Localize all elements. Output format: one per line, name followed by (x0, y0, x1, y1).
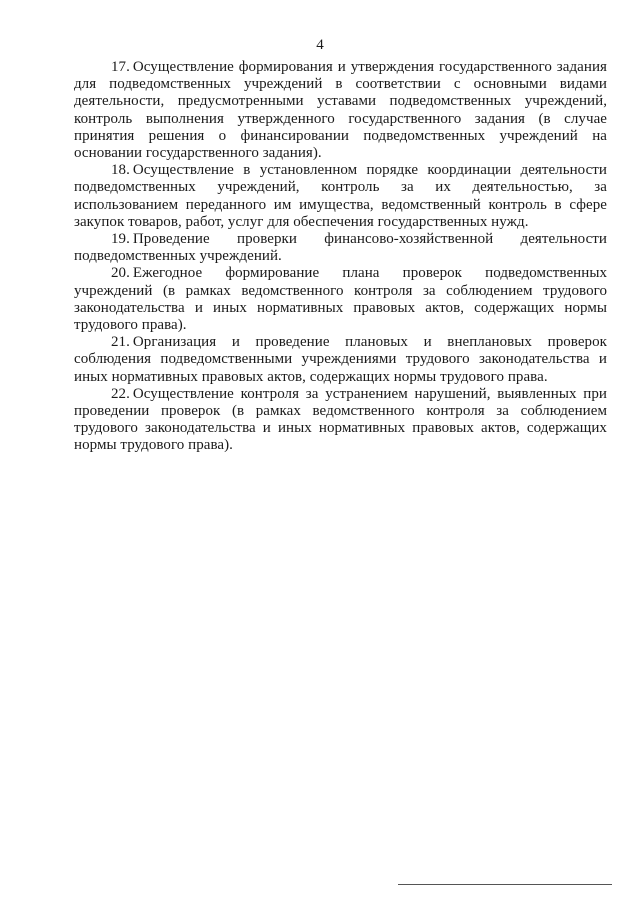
item-number: 17. (111, 59, 130, 75)
item-number: 20. (111, 265, 130, 282)
list-item (74, 231, 607, 265)
item-number: 18. (111, 162, 130, 179)
list-item (74, 59, 607, 162)
list-item (74, 334, 607, 386)
list-item (74, 265, 607, 334)
item-text: Организация и проведение плановых и внеплановых проверок соблюдения подведомственными учреждениями трудового законодательства и иных нормативных правовых актов, содержащих нормы трудового права. (74, 334, 607, 385)
item-text: Ежегодное формирование плана проверок подведомственных учреждений (в рамках ведомственного контроля за соблюдением трудового законодательства и иных нормативных правовых актов, содержащих нормы трудового права). (74, 265, 607, 334)
list-item (74, 386, 607, 455)
item-text: Осуществление формирования и утверждения государственного задания для подведомственных учреждений в соответствии с основными видами деятельности, предусмотренными уставами подведомственных учреждений, контроль выполнения утвержденного государственного задания (в случае принятия решения о финансировании подведомственных учреждений на основании государственного задания). (74, 59, 607, 162)
list-item (74, 162, 607, 231)
item-number: 22. (111, 385, 130, 402)
item-text: Осуществление контроля за устранением нарушений, выявленных при проведении проверок (в рамках ведомственного контроля за соблюдением трудового законодательства и иных нормативных правовых актов, содержащих нормы трудового права). (74, 385, 607, 454)
item-text: Осуществление в установленном порядке координации деятельности подведомственных учреждений, контроль за их деятельностью, за использованием переданного им имущества, ведомственный контроль в сфере закупок товаров, работ, услуг для обеспечения государственных нужд. (74, 162, 607, 230)
item-number: 21. (111, 334, 130, 351)
page-number: 4 (316, 37, 324, 53)
footer-divider (398, 884, 612, 885)
item-number: 19. (111, 231, 130, 248)
item-text: Проведение проверки финансово-хозяйственной деятельности подведомственных учреждений. (74, 231, 607, 265)
document-body (74, 59, 607, 455)
